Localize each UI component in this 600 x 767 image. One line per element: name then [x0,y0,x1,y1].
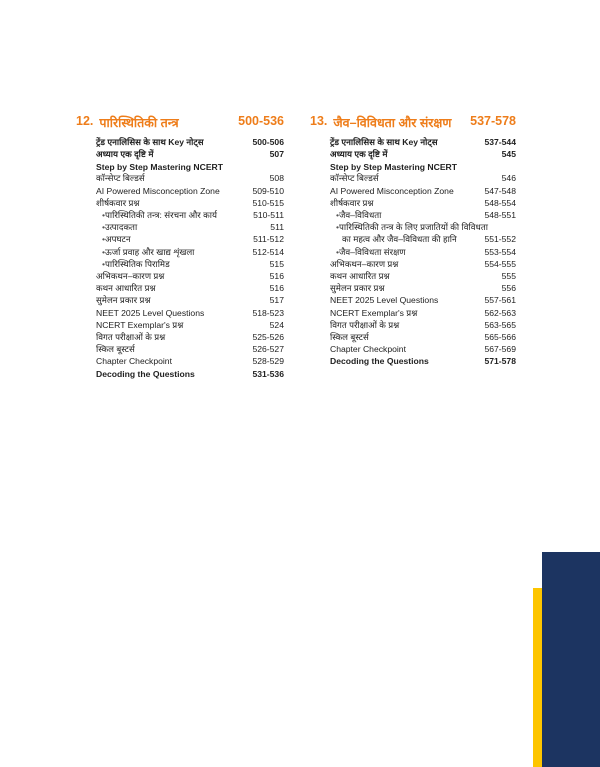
toc-entry [330,355,516,367]
toc-entry-label: अभिकथन–कारण प्रश्न [330,258,399,269]
toc-entry-pages: 546 [501,173,516,184]
chapter-pages: 537-578 [470,114,516,128]
toc-entry-pages: 562-563 [484,307,516,318]
toc-entry-pages: 518-523 [252,307,284,318]
toc-entry-label: अध्याय एक दृष्टि में [330,149,388,160]
toc-entry-label: अध्याय एक दृष्टि में [96,149,154,160]
toc-entry-label: शीर्षकवार प्रश्न [96,197,140,208]
toc-entry-pages: 545 [501,149,516,160]
toc-entry-label: • पारिस्थितिक पिरामिड [102,258,170,270]
toc-entry-pages: 517 [269,295,284,306]
toc-entry-pages: 511-512 [253,234,284,245]
toc-entry-label: ट्रेंड एनालिसिस के साथ Key नोट्स [330,137,438,147]
toc-entry [330,136,516,148]
toc-entry-label: • पारिस्थितिकी तन्त्र के लिए प्रजातियों की विविधता [336,221,488,233]
toc-entry [96,368,284,380]
toc-entry-label: • ऊर्जा प्रवाह और खाद्य शृंखला [102,246,194,258]
toc-entry [330,294,516,306]
toc-entry-label: शीर्षकवार प्रश्न [330,197,374,208]
toc-entry [96,197,284,209]
toc-entry-label: NCERT Exemplar's प्रश्न [330,307,418,318]
toc-entry-pages: 563-565 [484,319,516,330]
toc-entry-pages: 555 [501,271,516,282]
toc-entry [96,282,284,294]
toc-entry [96,233,284,245]
toc-entry-label: Decoding the Questions [330,356,429,367]
toc-entry-pages: 537-544 [484,137,516,147]
toc-entry [330,162,516,172]
toc-entry-pages: 548-551 [484,210,516,221]
toc-entry-pages: 516 [269,283,284,294]
toc-entry-pages: 510-511 [253,210,284,221]
toc-entry-pages: 571-578 [484,356,516,367]
toc-entry-label: • अपघटन [102,233,131,245]
toc-entry [330,282,516,294]
toc-entry [330,258,516,270]
toc-entry [96,185,284,197]
toc-entry-label: Chapter Checkpoint [96,356,172,367]
toc-entry [330,172,516,184]
toc-entry [96,136,284,148]
toc-entry [330,270,516,282]
decorative-navy-block [542,552,600,767]
toc-entry-label: विगत परीक्षाओं के प्रश्न [96,332,166,343]
toc-entry-pages: 516 [269,271,284,282]
toc-entry-label: Step by Step Mastering NCERT [330,162,458,173]
toc-entry-label: • जैव–विविधता [336,209,381,221]
toc-entry-label: विगत परीक्षाओं के प्रश्न [330,319,400,330]
toc-entry-label: कथन आधारित प्रश्न [330,271,390,282]
toc-entry-label: • उत्पादकता [102,221,137,233]
toc-entry-pages: 531-536 [252,368,284,379]
toc-entry-label: कथन आधारित प्रश्न [96,283,156,294]
toc-entry-pages: 548-554 [484,197,516,208]
toc-entry [96,162,284,172]
toc-entry-pages: 511 [270,222,284,233]
toc-entry [330,319,516,331]
toc-entry [96,209,284,221]
chapter-number: 12. [76,114,94,128]
toc-entry [330,233,516,245]
toc-entry-pages: 554-555 [484,258,516,269]
toc-entry-label: AI Powered Misconception Zone [330,185,454,196]
toc-entry-label: NEET 2025 Level Questions [96,307,205,318]
chapter-heading [76,114,284,131]
toc-entry-label: कॉन्सेप्ट बिल्डर्स [330,173,379,184]
toc-entry [330,307,516,319]
toc-entry [96,172,284,184]
chapter-heading [310,114,516,131]
toc-entry-pages: 547-548 [484,185,516,196]
toc-entry [96,221,284,233]
toc-entries [96,136,284,380]
toc-entry-pages: 509-510 [252,185,284,196]
toc-entry [330,331,516,343]
toc-entry-label: सुमेलन प्रकार प्रश्न [96,295,151,306]
toc-entry-label: अभिकथन–कारण प्रश्न [96,271,165,282]
chapter-13-toc [310,114,516,368]
toc-entry-pages: 507 [269,149,284,160]
toc-entry [330,343,516,355]
toc-entry [330,221,516,233]
toc-entry-label: सुमेलन प्रकार प्रश्न [330,283,385,294]
chapter-number: 13. [310,114,328,128]
toc-entry [96,270,284,282]
toc-entry-pages: 551-552 [484,234,516,245]
toc-entry-pages: 512-514 [252,246,284,257]
toc-entry [96,331,284,343]
toc-entry [96,246,284,258]
toc-entries [330,136,516,368]
toc-entry-pages: 525-526 [252,332,284,343]
toc-entry-label: Chapter Checkpoint [330,344,406,355]
toc-entry [330,209,516,221]
toc-entry-label: Decoding the Questions [96,368,195,379]
toc-entry-label: का महत्व और जैव–विविधता की हानि [342,234,457,245]
toc-entry-label: NCERT Exemplar's प्रश्न [96,319,184,330]
toc-entry-pages: 565-566 [484,332,516,343]
toc-entry-pages: 510-515 [252,197,284,208]
toc-entry [96,258,284,270]
toc-entry-label: ट्रेंड एनालिसिस के साथ Key नोट्स [96,137,204,147]
chapter-12-toc [76,114,284,380]
toc-entry-pages: 557-561 [484,295,516,306]
toc-entry [330,185,516,197]
toc-entry [96,343,284,355]
toc-entry-label: AI Powered Misconception Zone [96,185,220,196]
toc-entry-pages: 500-506 [252,137,284,147]
toc-entry [96,355,284,367]
toc-entry [330,197,516,209]
toc-entry-label: • जैव–विविधता संरक्षण [336,246,405,258]
toc-entry [96,319,284,331]
toc-entry-pages: 515 [269,258,284,269]
chapter-title: पारिस्थितिकी तन्त्र [99,116,179,130]
toc-entry-pages: 526-527 [252,344,284,355]
toc-entry [96,307,284,319]
toc-entry-label: • पारिस्थितिकी तन्त्र: संरचना और कार्य [102,209,217,221]
toc-entry [330,148,516,160]
toc-entry-label: Step by Step Mastering NCERT [96,162,224,173]
toc-entry [330,246,516,258]
toc-entry-label: कॉन्सेप्ट बिल्डर्स [96,173,145,184]
toc-entry-pages: 508 [269,173,284,184]
toc-entry-pages: 524 [269,319,284,330]
toc-entry-label: NEET 2025 Level Questions [330,295,439,306]
toc-entry-label: स्किल बूस्टर्स [330,332,369,343]
toc-entry [96,294,284,306]
toc-entry-pages: 556 [501,283,516,294]
chapter-pages: 500-536 [238,114,284,128]
toc-entry-label: स्किल बूस्टर्स [96,344,135,355]
chapter-title: जैव–विविधता और संरक्षण [333,116,452,130]
toc-entry-pages: 553-554 [484,246,516,257]
toc-entry-pages: 528-529 [252,356,284,367]
toc-entry [96,148,284,160]
toc-entry-pages: 567-569 [484,344,516,355]
